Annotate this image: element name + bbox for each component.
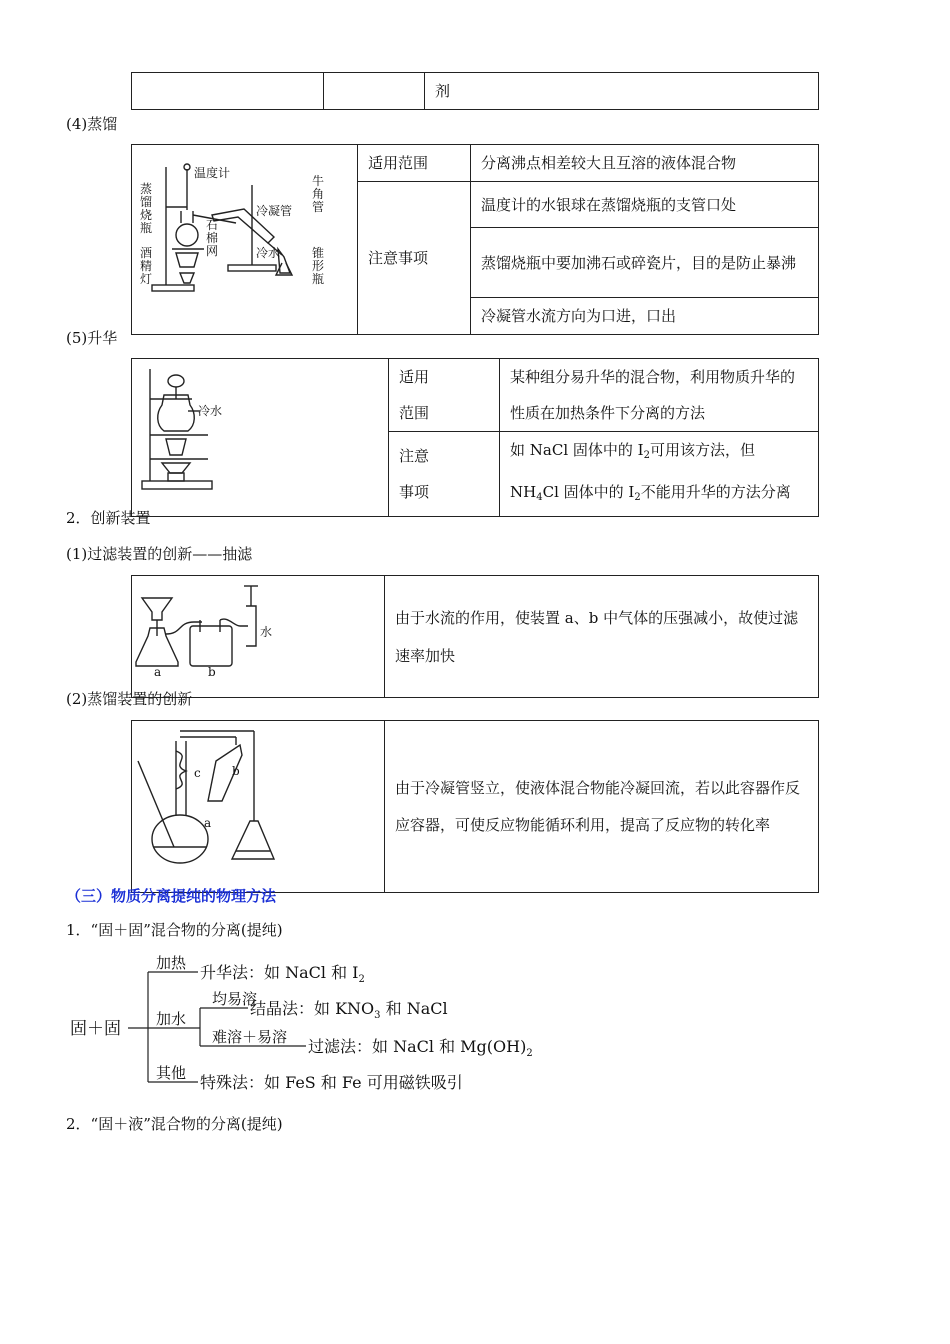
suction-filter-table (131, 575, 819, 698)
reflux-figure-cell (132, 721, 385, 893)
tree-branch-other: 其他 (156, 1064, 187, 1082)
distillation-apparatus-figure (132, 145, 357, 321)
tree-leaf-crystallize: 结晶法：如 $KNO_3$ 和 NaCl (250, 999, 448, 1021)
label-conical-flask: 锥形瓶 (312, 246, 325, 286)
scope-label-line2: 范围 (399, 404, 430, 422)
tree-root: 固＋固 (70, 1019, 121, 1039)
distillation-heading: (4)蒸馏 (66, 115, 118, 133)
label-flask: 蒸馏烧瓶 (140, 182, 153, 235)
solid-liquid-heading: 2．“固＋液”混合物的分离(提纯) (66, 1115, 283, 1133)
innovation-heading: 2．创新装置 (66, 509, 151, 527)
label-thermometer: 温度计 (194, 166, 231, 180)
distillation-scope-text: 分离沸点相差较大且互溶的液体混合物 (471, 145, 819, 182)
reflux-table (131, 720, 819, 893)
label-filter-water: 水 (260, 625, 273, 639)
filter-innovation-heading: (1)过滤装置的创新——抽滤 (66, 545, 253, 563)
label-reflux-c: c (194, 766, 201, 780)
distillation-figure-cell (132, 145, 358, 335)
reflux-text: 由于冷凝管竖立，使液体混合物能冷凝回流，若以此容器作反应容器，可使反应物能循环利用，提高了反应物的转化率 (385, 721, 819, 893)
sublimation-heading: (5)升华 (66, 329, 118, 347)
distillation-note-2: 蒸馏烧瓶中要加沸石或碎瓷片，目的是防止暴沸 (471, 228, 819, 298)
distillation-notes-label: 注意事项 (358, 182, 471, 335)
solid-solid-tree (66, 950, 556, 1099)
sublimation-figure-cell (132, 359, 389, 517)
sublimation-note-line2: $NH_4Cl$ 固体中的 $I_2$不能用升华的方法分离 (510, 483, 791, 503)
suction-filter-figure (132, 576, 384, 684)
distillation-scope-label: 适用范围 (358, 145, 471, 182)
notes-label-line1: 注意 (399, 447, 430, 465)
distillation-table (131, 144, 819, 335)
tree-sub-soluble: 均易溶 (212, 990, 258, 1008)
label-filter-a: a (154, 665, 162, 679)
label-cold-water-sublimation: 冷水 (198, 404, 223, 418)
notes-label-line2: 事项 (399, 483, 430, 501)
label-condenser: 冷凝管 (256, 204, 293, 218)
label-horn: 牛角管 (312, 174, 325, 214)
sublimation-scope-text: 某种组分易升华的混合物，利用物质升华的性质在加热条件下分离的方法 (500, 359, 819, 432)
top-cell-1 (132, 73, 324, 110)
top-cell-2 (324, 73, 425, 110)
distillation-note-3: 冷凝管水流方向为口进，口出 (471, 298, 819, 335)
suction-filter-text: 由于水流的作用，使装置 a、b 中气体的压强减小，故使过滤速率加快 (385, 576, 819, 698)
sublimation-table (131, 358, 819, 517)
tree-leaf-special: 特殊法：如 FeS 和 Fe 可用磁铁吸引 (200, 1073, 463, 1092)
label-lamp: 酒精灯 (140, 246, 153, 286)
label-reflux-a: a (204, 816, 212, 830)
scope-label-line1: 适用 (399, 368, 430, 386)
tree-branch-water: 加水 (156, 1010, 187, 1028)
top-table (131, 72, 819, 110)
sublimation-note (500, 432, 819, 517)
tree-leaf-filter: 过滤法：如 NaCl 和 $Mg(OH)_2$ (308, 1037, 533, 1059)
reflux-apparatus-figure (132, 721, 384, 879)
top-cell-3: 剂 (425, 73, 819, 110)
tree-branch-heat: 加热 (156, 954, 187, 972)
label-gauze: 石棉网 (206, 218, 219, 258)
distillation-note-1: 温度计的水银球在蒸馏烧瓶的支管口处 (471, 182, 819, 228)
tree-sub-insoluble: 难溶＋易溶 (212, 1028, 288, 1046)
label-cold-water: 冷水 (256, 246, 281, 260)
sublimation-notes-label (389, 432, 500, 517)
sublimation-scope-label (389, 359, 500, 432)
label-filter-b: b (208, 665, 216, 679)
section-3-heading: （三）物质分离提纯的物理方法 (66, 887, 277, 905)
distill-innovation-heading: (2)蒸馏装置的创新 (66, 690, 193, 708)
tree-leaf-sublimation: 升华法：如 NaCl 和 $I_2$ (200, 963, 365, 985)
sublimation-note-line1: 如 NaCl 固体中的 $I_2$可用该方法，但 (510, 441, 755, 461)
label-reflux-b: b (232, 764, 240, 778)
sublimation-apparatus-figure (132, 359, 388, 503)
solid-solid-heading: 1．“固＋固”混合物的分离(提纯) (66, 921, 283, 939)
suction-filter-figure-cell (132, 576, 385, 698)
